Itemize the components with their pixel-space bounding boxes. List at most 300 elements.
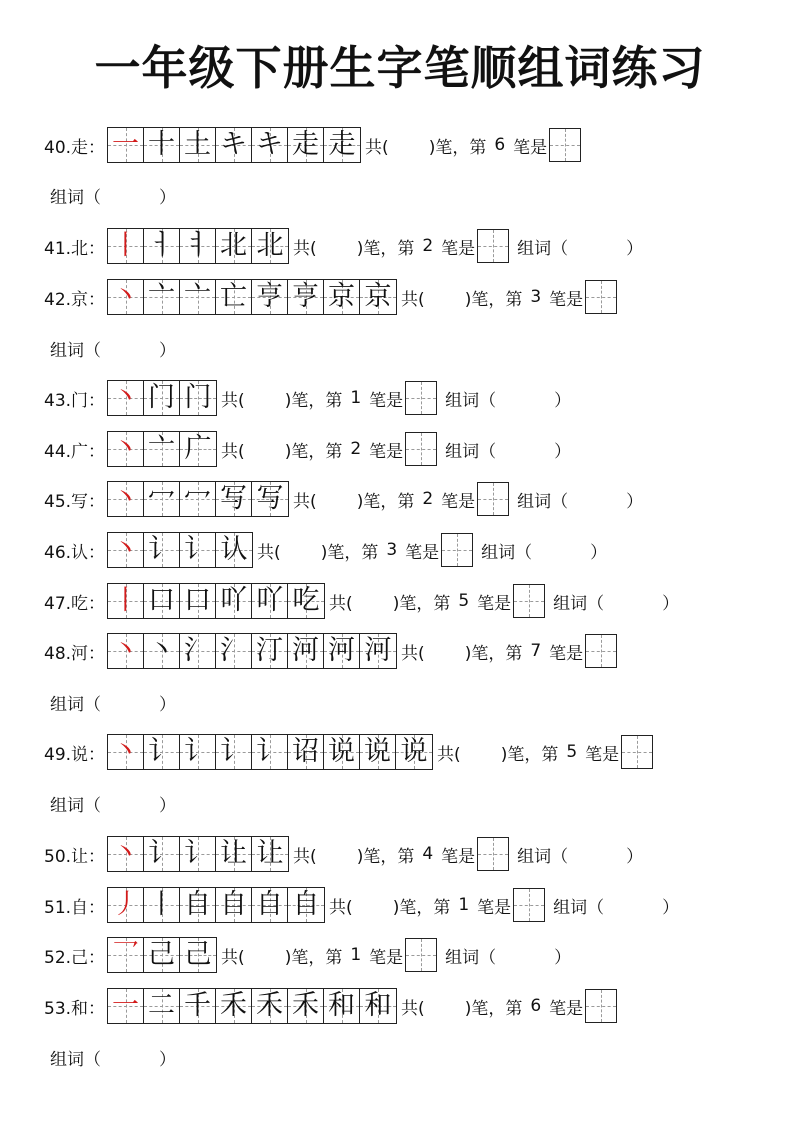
stroke-step-cell <box>108 938 144 972</box>
stroke-step-cell <box>288 888 324 922</box>
answer-box[interactable] <box>621 735 653 769</box>
stroke-step-cell <box>144 482 180 516</box>
stroke-step-cell <box>144 432 180 466</box>
bi-shi-text: 笔是 <box>585 744 620 765</box>
zuci-label: 组词（ <box>481 542 533 563</box>
exercise-row <box>44 127 581 163</box>
stroke-step-cell <box>144 533 180 567</box>
gong-text: 共( <box>401 998 425 1019</box>
zuci-end: ） <box>626 238 644 259</box>
stroke-order-strip <box>107 279 397 315</box>
stroke-step-glyph: 讠 <box>184 838 212 869</box>
stroke-step-cell <box>108 634 144 668</box>
answer-box[interactable] <box>585 989 617 1023</box>
answer-box[interactable] <box>585 280 617 314</box>
stroke-step-glyph: 丶 <box>112 433 140 464</box>
stroke-order-strip <box>107 583 325 619</box>
stroke-number: 1 <box>350 388 362 408</box>
exercise-row <box>44 532 607 568</box>
gong-text: 共( <box>221 441 245 462</box>
stroke-step-glyph: 十 <box>148 129 176 160</box>
stroke-step-glyph: 亨 <box>292 281 320 312</box>
stroke-step-glyph: 自 <box>184 889 212 920</box>
stroke-step-cell <box>180 432 216 466</box>
stroke-step-glyph: 己 <box>148 939 176 970</box>
exercise-row <box>44 279 617 315</box>
exercise-row <box>44 380 571 416</box>
answer-box[interactable] <box>477 482 509 516</box>
stroke-step-glyph: 千 <box>184 990 212 1021</box>
gong-text: 共( <box>293 491 317 512</box>
gong-text: 共( <box>293 846 317 867</box>
bi-di-text: )笔，第 <box>356 491 415 512</box>
gong-text: 共( <box>401 289 425 310</box>
zuci-label: 组词（ <box>445 441 497 462</box>
stroke-step-glyph: 吃 <box>292 585 320 616</box>
zuci-label: 组词（ <box>517 491 569 512</box>
stroke-step-cell <box>360 634 396 668</box>
zuci-end: ） <box>159 796 176 816</box>
stroke-step-cell <box>324 735 360 769</box>
gong-text: 共( <box>401 643 425 664</box>
stroke-step-glyph: 诏 <box>292 736 320 767</box>
stroke-step-glyph: 丨 <box>112 230 140 261</box>
stroke-step-cell <box>108 888 144 922</box>
stroke-step-glyph: 认 <box>220 534 248 565</box>
stroke-step-glyph: 丶 <box>112 483 140 514</box>
stroke-step-glyph: 一 <box>112 990 140 1021</box>
stroke-step-glyph: 讠 <box>184 736 212 767</box>
zuci-label: 组词（ <box>445 947 497 968</box>
gong-text: 共( <box>329 897 353 918</box>
bi-di-text: )笔，第 <box>428 137 487 158</box>
stroke-step-cell <box>216 989 252 1023</box>
stroke-order-strip <box>107 380 217 416</box>
stroke-step-glyph: 丨 <box>112 585 140 616</box>
stroke-step-cell <box>144 938 180 972</box>
stroke-step-cell <box>252 280 288 314</box>
stroke-step-cell <box>180 735 216 769</box>
stroke-step-cell <box>324 989 360 1023</box>
gong-text: 共( <box>293 238 317 259</box>
stroke-step-cell <box>108 229 144 263</box>
bi-shi-text: 笔是 <box>477 593 512 614</box>
stroke-step-glyph: 写 <box>256 483 284 514</box>
item-label: 50.让： <box>44 846 106 867</box>
zuci-label: 组词（ <box>50 341 101 361</box>
stroke-step-cell <box>108 128 144 162</box>
item-label: 46.认： <box>44 542 106 563</box>
zuci-label: 组词（ <box>553 897 605 918</box>
stroke-step-glyph: 自 <box>292 889 320 920</box>
exercise-row <box>44 734 653 770</box>
answer-box[interactable] <box>405 432 437 466</box>
zuci-row <box>50 336 176 366</box>
bi-di-text: )笔，第 <box>392 593 451 614</box>
stroke-step-glyph: 亠 <box>148 433 176 464</box>
answer-box[interactable] <box>585 634 617 668</box>
stroke-number: 1 <box>350 945 362 965</box>
stroke-order-strip <box>107 734 433 770</box>
stroke-step-cell <box>144 584 180 618</box>
stroke-step-cell <box>216 280 252 314</box>
stroke-step-glyph: 河 <box>364 635 392 666</box>
answer-box[interactable] <box>405 938 437 972</box>
stroke-step-glyph: 己 <box>184 939 212 970</box>
stroke-step-glyph: 京 <box>364 281 392 312</box>
stroke-step-glyph: 让 <box>220 838 248 869</box>
exercise-row <box>44 988 617 1024</box>
stroke-step-glyph: 亨 <box>256 281 284 312</box>
stroke-step-cell <box>144 837 180 871</box>
zuci-row <box>50 183 176 213</box>
zuci-end: ） <box>554 947 572 968</box>
bi-di-text: )笔，第 <box>320 542 379 563</box>
stroke-step-glyph: 走 <box>292 129 320 160</box>
stroke-step-cell <box>216 634 252 668</box>
stroke-step-cell <box>144 128 180 162</box>
stroke-step-glyph: 说 <box>400 736 428 767</box>
bi-di-text: )笔，第 <box>356 238 415 259</box>
bi-shi-text: 笔是 <box>549 289 584 310</box>
stroke-step-cell <box>216 533 252 567</box>
stroke-number: 2 <box>422 236 434 256</box>
exercise-row <box>44 887 679 923</box>
stroke-step-cell <box>180 837 216 871</box>
gong-text: 共( <box>437 744 461 765</box>
stroke-step-glyph: 口 <box>184 585 212 616</box>
zuci-end: ） <box>662 593 680 614</box>
item-label: 42.京： <box>44 289 106 310</box>
stroke-step-glyph: 丶 <box>112 281 140 312</box>
stroke-step-cell <box>252 989 288 1023</box>
stroke-step-cell <box>324 128 360 162</box>
bi-di-text: )笔，第 <box>284 947 343 968</box>
stroke-step-glyph: 吖 <box>220 585 248 616</box>
zuci-end: ） <box>590 542 608 563</box>
stroke-step-glyph: 北 <box>256 230 284 261</box>
stroke-step-glyph: 讠 <box>184 534 212 565</box>
stroke-order-strip <box>107 228 289 264</box>
item-label: 47.吃： <box>44 593 106 614</box>
zuci-label: 组词（ <box>50 1050 101 1070</box>
stroke-step-glyph: 冖 <box>184 483 212 514</box>
item-label: 41.北： <box>44 238 106 259</box>
stroke-step-cell <box>288 989 324 1023</box>
zuci-label: 组词（ <box>50 695 101 715</box>
zuci-label: 组词（ <box>50 188 101 208</box>
gong-text: 共( <box>221 390 245 411</box>
stroke-step-glyph: 北 <box>220 230 248 261</box>
stroke-step-glyph: 禾 <box>256 990 284 1021</box>
stroke-step-cell <box>216 482 252 516</box>
stroke-step-glyph: 亡 <box>220 281 248 312</box>
answer-box[interactable] <box>405 381 437 415</box>
stroke-number: 5 <box>458 591 470 611</box>
stroke-step-cell <box>252 482 288 516</box>
stroke-step-cell <box>324 280 360 314</box>
stroke-step-glyph: 和 <box>364 990 392 1021</box>
stroke-number: 6 <box>530 996 542 1016</box>
stroke-number: 3 <box>386 540 398 560</box>
gong-text: 共( <box>329 593 353 614</box>
stroke-step-cell <box>252 584 288 618</box>
zuci-end: ） <box>159 188 176 208</box>
stroke-step-glyph: 讠 <box>256 736 284 767</box>
stroke-step-cell <box>216 128 252 162</box>
zuci-end: ） <box>159 695 176 715</box>
zuci-label: 组词（ <box>517 238 569 259</box>
bi-shi-text: 笔是 <box>549 998 584 1019</box>
stroke-step-cell <box>180 584 216 618</box>
stroke-step-glyph: 冖 <box>148 483 176 514</box>
gong-text: 共( <box>365 137 389 158</box>
answer-box[interactable] <box>477 229 509 263</box>
stroke-step-glyph: 河 <box>328 635 356 666</box>
stroke-step-cell <box>108 533 144 567</box>
gong-text: 共( <box>221 947 245 968</box>
stroke-step-glyph: 丨 <box>148 889 176 920</box>
stroke-number: 6 <box>494 135 506 155</box>
stroke-step-glyph: 口 <box>148 585 176 616</box>
item-label: 49.说： <box>44 744 106 765</box>
exercise-row <box>44 937 571 973</box>
stroke-step-glyph: 丶 <box>112 382 140 413</box>
answer-box[interactable] <box>513 584 545 618</box>
stroke-step-cell <box>288 735 324 769</box>
stroke-number: 4 <box>422 844 434 864</box>
stroke-step-cell <box>180 381 216 415</box>
bi-shi-text: 笔是 <box>441 238 476 259</box>
stroke-step-cell <box>144 280 180 314</box>
stroke-step-glyph: ㅕ <box>184 230 211 261</box>
exercise-row <box>44 836 643 872</box>
stroke-step-glyph: 说 <box>328 736 356 767</box>
stroke-order-strip <box>107 836 289 872</box>
stroke-order-strip <box>107 633 397 669</box>
stroke-step-cell <box>216 229 252 263</box>
bi-di-text: )笔，第 <box>464 289 523 310</box>
stroke-step-cell <box>396 735 432 769</box>
stroke-step-glyph: 氵 <box>220 635 248 666</box>
stroke-order-strip <box>107 127 361 163</box>
stroke-step-glyph: 河 <box>292 635 320 666</box>
stroke-step-cell <box>288 584 324 618</box>
exercise-row <box>44 431 571 467</box>
stroke-step-glyph: 门 <box>184 382 212 413</box>
answer-box[interactable] <box>513 888 545 922</box>
stroke-step-cell <box>108 482 144 516</box>
stroke-number: 5 <box>566 742 578 762</box>
zuci-row <box>50 690 176 720</box>
item-label: 44.广： <box>44 441 106 462</box>
stroke-step-cell <box>252 634 288 668</box>
stroke-step-cell <box>108 735 144 769</box>
stroke-step-glyph: 讠 <box>220 736 248 767</box>
stroke-step-cell <box>288 634 324 668</box>
stroke-step-glyph: 丶 <box>148 635 176 666</box>
bi-di-text: )笔，第 <box>464 643 523 664</box>
exercise-row <box>44 228 643 264</box>
stroke-step-cell <box>144 989 180 1023</box>
stroke-step-cell <box>144 888 180 922</box>
bi-di-text: )笔，第 <box>392 897 451 918</box>
item-label: 40.走： <box>44 137 106 158</box>
stroke-step-glyph: 让 <box>256 838 284 869</box>
zuci-label: 组词（ <box>517 846 569 867</box>
stroke-step-cell <box>216 888 252 922</box>
stroke-step-glyph: 亠 <box>184 281 212 312</box>
bi-shi-text: 笔是 <box>477 897 512 918</box>
stroke-step-cell <box>180 533 216 567</box>
page-title: 一年级下册生字笔顺组词练习 <box>94 41 706 95</box>
stroke-step-cell <box>180 888 216 922</box>
bi-di-text: )笔，第 <box>284 441 343 462</box>
stroke-step-glyph: 禾 <box>292 990 320 1021</box>
stroke-step-glyph: 丶 <box>112 534 140 565</box>
stroke-step-glyph: 丶 <box>112 635 140 666</box>
zuci-end: ） <box>554 390 572 411</box>
stroke-order-strip <box>107 532 253 568</box>
stroke-order-strip <box>107 988 397 1024</box>
zuci-end: ） <box>554 441 572 462</box>
stroke-step-cell <box>180 938 216 972</box>
answer-box[interactable] <box>477 837 509 871</box>
zuci-end: ） <box>626 846 644 867</box>
stroke-step-glyph: 一 <box>112 129 140 160</box>
bi-di-text: )笔，第 <box>464 998 523 1019</box>
stroke-number: 3 <box>530 287 542 307</box>
stroke-step-cell <box>144 735 180 769</box>
stroke-step-glyph: 写 <box>220 483 248 514</box>
stroke-step-glyph: 自 <box>256 889 284 920</box>
stroke-step-glyph: 丶 <box>112 736 140 767</box>
stroke-step-cell <box>252 229 288 263</box>
stroke-step-cell <box>108 989 144 1023</box>
stroke-step-glyph: 广 <box>184 433 212 464</box>
bi-shi-text: 笔是 <box>369 390 404 411</box>
stroke-step-cell <box>288 280 324 314</box>
stroke-step-glyph: 门 <box>148 382 176 413</box>
answer-box[interactable] <box>549 128 581 162</box>
stroke-step-cell <box>324 634 360 668</box>
stroke-step-cell <box>180 280 216 314</box>
stroke-step-glyph: 讠 <box>148 736 176 767</box>
bi-shi-text: 笔是 <box>549 643 584 664</box>
stroke-step-glyph: 乛 <box>112 939 140 970</box>
zuci-row <box>50 791 176 821</box>
stroke-order-strip <box>107 937 217 973</box>
stroke-step-cell <box>360 735 396 769</box>
item-label: 45.写： <box>44 491 106 512</box>
item-label: 48.河： <box>44 643 106 664</box>
exercise-row <box>44 583 679 619</box>
stroke-step-glyph: 吖 <box>256 585 284 616</box>
stroke-step-glyph: 讠 <box>148 534 176 565</box>
stroke-step-cell <box>360 280 396 314</box>
stroke-step-cell <box>144 229 180 263</box>
zuci-end: ） <box>626 491 644 512</box>
stroke-step-cell <box>108 584 144 618</box>
stroke-step-glyph: 二 <box>148 990 176 1021</box>
stroke-step-cell <box>180 482 216 516</box>
stroke-step-glyph: 丿 <box>112 889 140 920</box>
stroke-step-cell <box>144 381 180 415</box>
stroke-step-cell <box>216 837 252 871</box>
exercise-row <box>44 633 617 669</box>
stroke-step-cell <box>216 735 252 769</box>
answer-box[interactable] <box>441 533 473 567</box>
stroke-step-cell <box>360 989 396 1023</box>
stroke-step-glyph: 丶 <box>112 838 140 869</box>
stroke-number: 7 <box>530 641 542 661</box>
bi-shi-text: 笔是 <box>369 441 404 462</box>
stroke-number: 2 <box>422 489 434 509</box>
bi-shi-text: 笔是 <box>369 947 404 968</box>
zuci-label: 组词（ <box>50 796 101 816</box>
bi-di-text: )笔，第 <box>284 390 343 411</box>
stroke-step-cell <box>108 280 144 314</box>
stroke-step-cell <box>108 432 144 466</box>
zuci-end: ） <box>159 1050 176 1070</box>
stroke-number: 2 <box>350 439 362 459</box>
bi-shi-text: 笔是 <box>405 542 440 563</box>
item-label: 51.自： <box>44 897 106 918</box>
exercise-row <box>44 481 643 517</box>
stroke-step-glyph: 说 <box>364 736 392 767</box>
stroke-number: 1 <box>458 895 470 915</box>
stroke-step-cell <box>252 837 288 871</box>
stroke-step-glyph: 氵 <box>184 635 212 666</box>
zuci-end: ） <box>159 341 176 361</box>
stroke-step-glyph: 汀 <box>256 635 284 666</box>
stroke-step-glyph: 和 <box>328 990 356 1021</box>
stroke-step-cell <box>180 229 216 263</box>
stroke-step-glyph: ㅓ <box>148 230 175 261</box>
stroke-step-glyph: 京 <box>328 281 356 312</box>
zuci-end: ） <box>662 897 680 918</box>
stroke-step-glyph: 讠 <box>148 838 176 869</box>
stroke-order-strip <box>107 431 217 467</box>
stroke-step-cell <box>108 837 144 871</box>
stroke-step-glyph: 走 <box>328 129 356 160</box>
stroke-step-cell <box>252 735 288 769</box>
gong-text: 共( <box>257 542 281 563</box>
stroke-step-glyph: 禾 <box>220 990 248 1021</box>
stroke-step-cell <box>288 128 324 162</box>
bi-shi-text: 笔是 <box>513 137 548 158</box>
stroke-step-cell <box>180 634 216 668</box>
bi-shi-text: 笔是 <box>441 491 476 512</box>
bi-di-text: )笔，第 <box>500 744 559 765</box>
stroke-step-cell <box>180 989 216 1023</box>
zuci-label: 组词（ <box>553 593 605 614</box>
item-label: 53.和： <box>44 998 106 1019</box>
stroke-step-glyph: キ <box>256 129 284 160</box>
zuci-row <box>50 1045 176 1075</box>
stroke-step-cell <box>180 128 216 162</box>
stroke-step-glyph: 自 <box>220 889 248 920</box>
stroke-step-glyph: 亠 <box>148 281 176 312</box>
stroke-step-cell <box>108 381 144 415</box>
item-label: 43.门： <box>44 390 106 411</box>
item-label: 52.己： <box>44 947 106 968</box>
stroke-step-glyph: 土 <box>184 129 212 160</box>
bi-shi-text: 笔是 <box>441 846 476 867</box>
stroke-order-strip <box>107 481 289 517</box>
stroke-step-glyph: キ <box>220 129 248 160</box>
bi-di-text: )笔，第 <box>356 846 415 867</box>
